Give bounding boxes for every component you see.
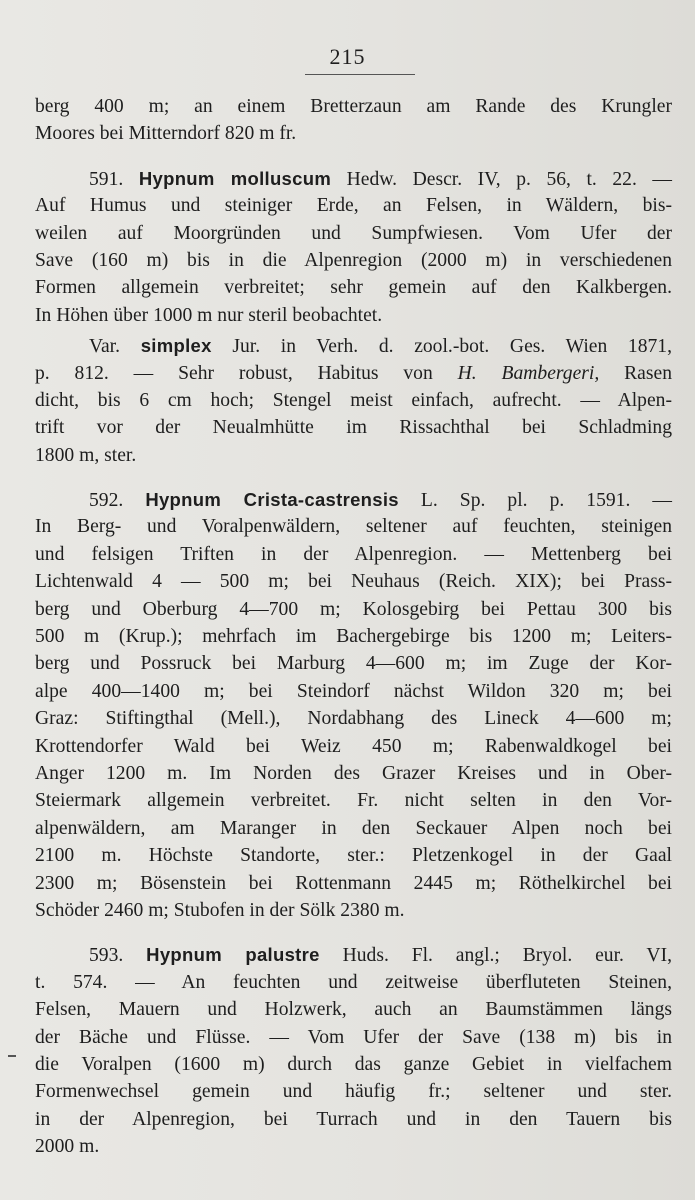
text-line: Formen allgemein verbreitet; sehr gemein auf den Kalkbergen. [35, 277, 672, 299]
text-line: trift vor der Neualmhütte im Rissachthal bei Schladming [35, 417, 672, 439]
text-line: und felsigen Triften in der Alpenregion. — Mettenberg bei [35, 543, 672, 565]
text-line: Steiermark allgemein verbreitet. Fr. nicht selten in den Vor- [35, 790, 672, 812]
taxon-name: Hypnum molluscum [138, 167, 332, 189]
text-line: berg und Possruck bei Marburg 4—600 m; im Zuge der Kor- [35, 653, 672, 675]
taxon-name: simplex [140, 335, 212, 357]
species-entry-593 [35, 941, 672, 1160]
taxon-name: Hypnum Crista-castrensis [145, 489, 399, 511]
species-entry-591 [35, 165, 672, 329]
text-line: Schöder 2460 m; Stubofen in der Sölk 2380 m. [35, 899, 405, 921]
text-line: alpenwäldern, am Maranger in den Seckauer Alpen noch bei [35, 817, 672, 839]
text-line: berg und Oberburg 4—700 m; Kolosgebirg bei Pettau 300 bis [35, 598, 672, 620]
page-content [35, 93, 672, 1160]
entry-number: 591. [89, 168, 124, 190]
entry-number: 592. [89, 490, 124, 512]
text-line: 1800 m, ster. [35, 444, 137, 466]
species-reference: H. Bambergeri, [457, 362, 600, 384]
page-number: 215 [329, 44, 366, 69]
text-line: dicht, bis 6 cm hoch; Stengel meist einfach, aufrecht. — Alpen- [35, 389, 672, 411]
text-line: berg 400 m; an einem Bretterzaun am Rande des Krungler [35, 96, 672, 117]
citation: Jur. in Verh. d. zool.-bot. Ges. Wien 1871, [232, 336, 672, 358]
text-line: die Voralpen (1600 m) durch das ganze Gebiet in vielfachem [35, 1053, 672, 1075]
text-line: Save (160 m) bis in die Alpenregion (2000 m) in verschiedenen [35, 249, 672, 271]
text-line: p. 812. — Sehr robust, Habitus von H. Bambergeri, Rasen [35, 362, 672, 384]
citation: Hedw. Descr. IV, p. 56, t. 22. — [346, 168, 672, 190]
citation: L. Sp. pl. p. 1591. — [420, 490, 672, 512]
text-line: in der Alpenregion, bei Turrach und in den Tauern bis [35, 1108, 672, 1130]
text-line: In Berg- und Voralpenwäldern, seltener auf feuchten, steinigen [35, 516, 672, 538]
entry-number: 593. [89, 945, 124, 967]
text-line: In Höhen über 1000 m nur steril beobachtet. [35, 304, 383, 326]
species-entry-592 [35, 486, 672, 924]
text-line: 2300 m; Bösenstein bei Rottenmann 2445 m; Röthelkirchel bei [35, 872, 672, 894]
taxon-name: Hypnum palustre [146, 944, 320, 966]
text-line: alpe 400—1400 m; bei Steindorf nächst Wildon 320 m; bei [35, 680, 672, 702]
variety-label: Var. [89, 336, 121, 358]
citation: Huds. Fl. angl.; Bryol. eur. VI, [342, 945, 672, 967]
text-line: der Bäche und Flüsse. — Vom Ufer der Save (138 m) bis in [35, 1026, 672, 1048]
text-line: Moores bei Mitterndorf 820 m fr. [35, 123, 297, 145]
text-line: 2100 m. Höchste Standorte, ster.: Pletzenkogel in der Gaal [35, 845, 672, 867]
text-line: t. 574. — An feuchten und zeitweise überfluteten Steinen, [35, 971, 672, 993]
text-line: Krottendorfer Wald bei Weiz 450 m; Rabenwaldkogel bei [35, 735, 672, 757]
header-rule [305, 74, 415, 75]
text-line: Graz: Stiftingthal (Mell.), Nordabhang des Lineck 4—600 m; [35, 708, 672, 730]
entry-heading-line [35, 332, 672, 359]
text-line: Felsen, Mauern und Holzwerk, auch an Baumstämmen längs [35, 999, 672, 1021]
text-line: Auf Humus und steiniger Erde, an Felsen, in Wäldern, bis- [35, 195, 672, 217]
text-line: Formenwechsel gemein und häufig fr.; seltener und ster. [35, 1081, 672, 1103]
entry-heading-line [35, 486, 672, 513]
margin-mark [8, 1055, 16, 1057]
text-line: 2000 m. [35, 1136, 100, 1158]
entry-heading-line [35, 165, 672, 192]
continuation-paragraph [35, 93, 672, 148]
text-line: Anger 1200 m. Im Norden des Grazer Kreises und in Ober- [35, 762, 672, 784]
entry-heading-line [35, 941, 672, 968]
text-line: Lichtenwald 4 — 500 m; bei Neuhaus (Reich. XIX); bei Prass- [35, 571, 672, 593]
text-line: weilen auf Moorgründen und Sumpfwiesen. Vom Ufer der [35, 222, 672, 244]
text-line: 500 m (Krup.); mehrfach im Bachergebirge bis 1200 m; Leiters- [35, 626, 672, 648]
variety-entry-simplex [35, 332, 672, 469]
